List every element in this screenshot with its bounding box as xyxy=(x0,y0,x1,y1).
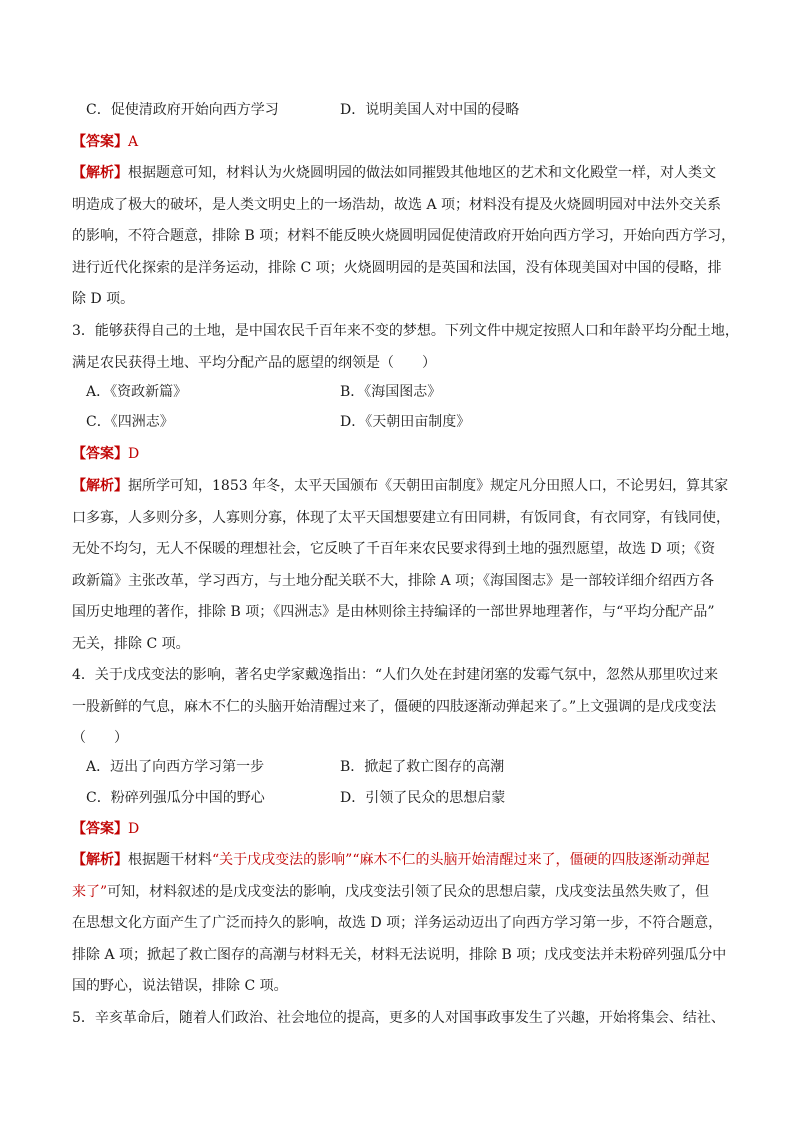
stem-line: 4．关于戊戌变法的影响，著名史学家戴逸指出：“人们久处在封建闭塞的发霉气氛中，忽然从那里吹过来 xyxy=(72,667,719,683)
stem-line: （ ） xyxy=(72,730,128,746)
answer-tag: 【答案】 xyxy=(72,821,128,837)
answer-tag: 【答案】 xyxy=(72,134,128,150)
analysis-line: 排除 A 项；掀起了救亡图存的高潮与材料无关，材料无法说明，排除 B 项；戊戌变法并未粉碎列强瓜分中 xyxy=(72,946,727,963)
analysis-line: 根据题意可知，材料认为火烧圆明园的做法如同摧毁其他地区的艺术和文化殿堂一样，对人类文 xyxy=(128,165,716,181)
q3-option-c: C．《四洲志》 xyxy=(86,414,174,430)
answer-value: D xyxy=(128,821,140,837)
analysis-tag: 【解析】 xyxy=(72,852,128,868)
answer-value: A xyxy=(128,134,139,150)
q4-option-a: A．迈出了向西方学习第一步 xyxy=(86,759,265,775)
q4-stem xyxy=(72,665,722,760)
q3-option-d: D．《天朝田亩制度》 xyxy=(340,414,471,430)
stem-line: 一股新鲜的气息，麻木不仁的头脑开始清醒过来了，僵硬的四肢逐渐动弹起来了。”上文强调的是戊戌变法 xyxy=(72,698,717,715)
q4-answer xyxy=(72,819,139,839)
answer-tag: 【答案】 xyxy=(72,446,128,462)
analysis-line: 据所学可知，1853 年冬，太平天国颁布《天朝田亩制度》规定凡分田照人口，不论男妇，算其家 xyxy=(128,478,729,494)
q4-analysis xyxy=(72,850,727,1008)
analysis-line: 明造成了极大的破坏，是人类文明史上的一场浩劫，故选 A 项；材料没有提及火烧圆明园对中法外交关系 xyxy=(72,196,722,213)
q3-analysis xyxy=(72,476,730,665)
analysis-tag: 【解析】 xyxy=(72,478,128,494)
q2-option-d: D．说明美国人对中国的侵略 xyxy=(340,102,520,118)
stem-line: 5．辛亥革命后，随着人们政治、社会地位的提高，更多的人对国事政事发生了兴趣，开始将集会、结社、 xyxy=(72,1010,725,1026)
analysis-tag: 【解析】 xyxy=(72,165,128,181)
q3-option-a: A．《资政新篇》 xyxy=(86,384,188,400)
analysis-line: 国历史地理的著作，排除 B 项；《四洲志》是由林则徐主持编译的一部世界地理著作，与“平均分配产品” xyxy=(72,604,715,620)
analysis-line: 口多寡，人多则分多，人寡则分寡，体现了太平天国想要建立有田同耕，有饭同食，有衣同穿，有钱同使， xyxy=(72,509,730,526)
q4-option-b: B．掀起了救亡图存的高潮 xyxy=(340,759,505,775)
analysis-text: 可知，材料叙述的是戊戌变法的影响，戊戌变法引领了民众的思想启蒙，戊戌变法虽然失败了，但 xyxy=(107,883,710,900)
q5-stem xyxy=(72,1008,725,1040)
analysis-line: 进行近代化探索的是洋务运动，排除 C 项；火烧圆明园的是英国和法国，没有体现美国对中国的侵略，排 xyxy=(72,259,722,276)
q4-option-c: C．粉碎列强瓜分中国的野心 xyxy=(86,790,265,806)
q3-answer xyxy=(72,444,139,464)
q4-option-d: D．引领了民众的思想启蒙 xyxy=(340,790,506,806)
q3-stem xyxy=(72,321,739,384)
analysis-quote: “关于戊戌变法的影响”“麻木不仁的头脑开始清醒过来了，僵硬的四肢逐渐动弹起 xyxy=(212,852,710,868)
q2-answer xyxy=(72,132,138,152)
answer-value: D xyxy=(128,446,140,462)
q3-option-b: B．《海国图志》 xyxy=(340,384,442,400)
q2-option-c: C．促使清政府开始向西方学习 xyxy=(86,102,279,118)
q2-analysis xyxy=(72,163,736,321)
stem-line: 满足农民获得土地、平均分配产品的愿望的纲领是（ ） xyxy=(72,354,436,371)
analysis-line: 的影响，不符合题意，排除 B 项；材料不能反映火烧圆明园促使清政府开始向西方学习，开始向西方学习， xyxy=(72,228,736,244)
analysis-text: 根据题干材料 xyxy=(128,852,212,868)
analysis-line: 政新篇》主张改革，学习西方，与土地分配关联不大，排除 A 项；《海国图志》是一部较详细介绍西方各 xyxy=(72,572,715,589)
analysis-line: 除 D 项。 xyxy=(72,291,135,307)
analysis-quote: 来了” xyxy=(72,883,108,900)
analysis-line: 在思想文化方面产生了广泛而持久的影响，故选 D 项；洋务运动迈出了向西方学习第一步，不符合题意， xyxy=(72,915,723,931)
analysis-line: 无处不均匀，无人不保暖的理想社会，它反映了千百年来农民要求得到土地的强烈愿望，故选 D 项；《资 xyxy=(72,541,716,557)
analysis-line: 国的野心，说法错误，排除 C 项。 xyxy=(72,978,288,994)
analysis-line: 无关，排除 C 项。 xyxy=(72,635,190,652)
stem-line: 3．能够获得自己的土地，是中国农民千百年来不变的梦想。下列文件中规定按照人口和年龄平均分配土地， xyxy=(72,323,739,339)
